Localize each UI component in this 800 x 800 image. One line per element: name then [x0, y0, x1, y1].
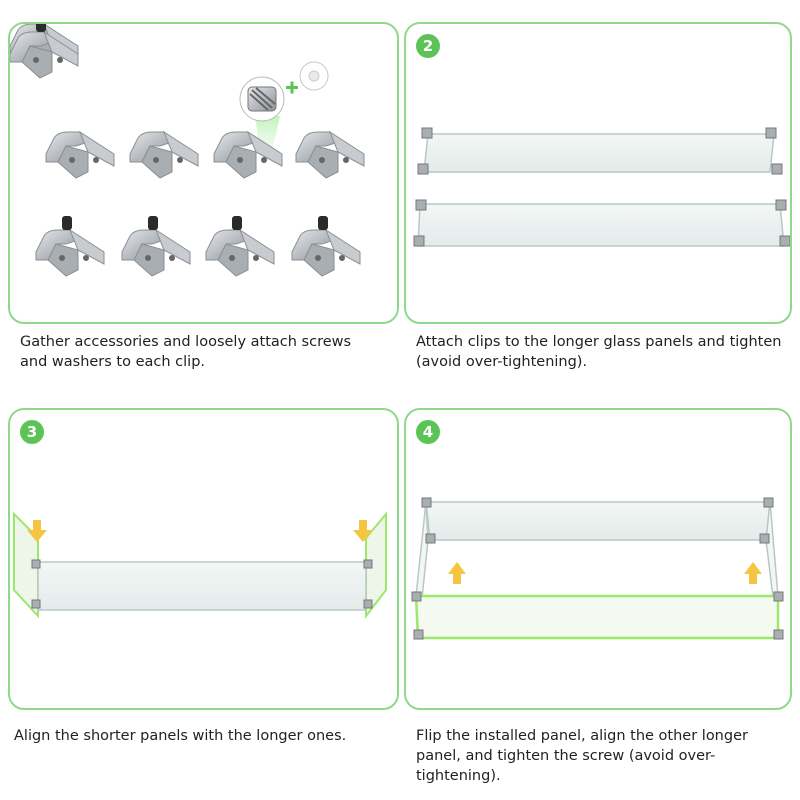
long-panels-illustration — [406, 24, 792, 324]
step-2-caption: Attach clips to the longer glass panels and tighten (avoid over-tightening). — [416, 334, 782, 370]
step-1-caption: Gather accessories and loosely attach screws and washers to each clip. — [20, 334, 352, 370]
step-4-badge: 4 — [416, 420, 440, 444]
step-3-badge: 3 — [20, 420, 44, 444]
clip-icon — [130, 132, 198, 178]
flip-and-tighten-illustration — [406, 410, 792, 710]
clip-icon — [206, 216, 274, 276]
step-4-panel — [404, 408, 792, 710]
glass-panel — [416, 596, 778, 638]
washer-icon — [300, 62, 328, 90]
arrow-up-icon — [448, 562, 466, 584]
step-2-badge: 2 — [416, 34, 440, 58]
clip-icon — [292, 216, 360, 276]
clip-icon — [46, 132, 114, 178]
glass-panel — [426, 502, 770, 540]
align-short-panels-illustration — [10, 410, 399, 710]
step-2-panel — [404, 22, 792, 324]
step-3-panel — [8, 408, 399, 710]
accessories-illustration — [10, 24, 399, 324]
clip-icon — [296, 132, 364, 178]
screw-icon — [240, 77, 284, 121]
glass-panel — [414, 200, 790, 246]
plus-icon — [286, 82, 298, 94]
step-1-panel — [8, 22, 399, 324]
step-4-caption: Flip the installed panel, align the other longer panel, and tighten the screw (avoid over-tightening). — [416, 728, 748, 784]
clip-icon — [36, 216, 104, 276]
glass-panel — [38, 562, 366, 610]
glass-panel — [418, 128, 782, 174]
step-3-caption: Align the shorter panels with the longer ones. — [14, 728, 347, 744]
clip-icon — [122, 216, 190, 276]
arrow-up-icon — [744, 562, 762, 584]
